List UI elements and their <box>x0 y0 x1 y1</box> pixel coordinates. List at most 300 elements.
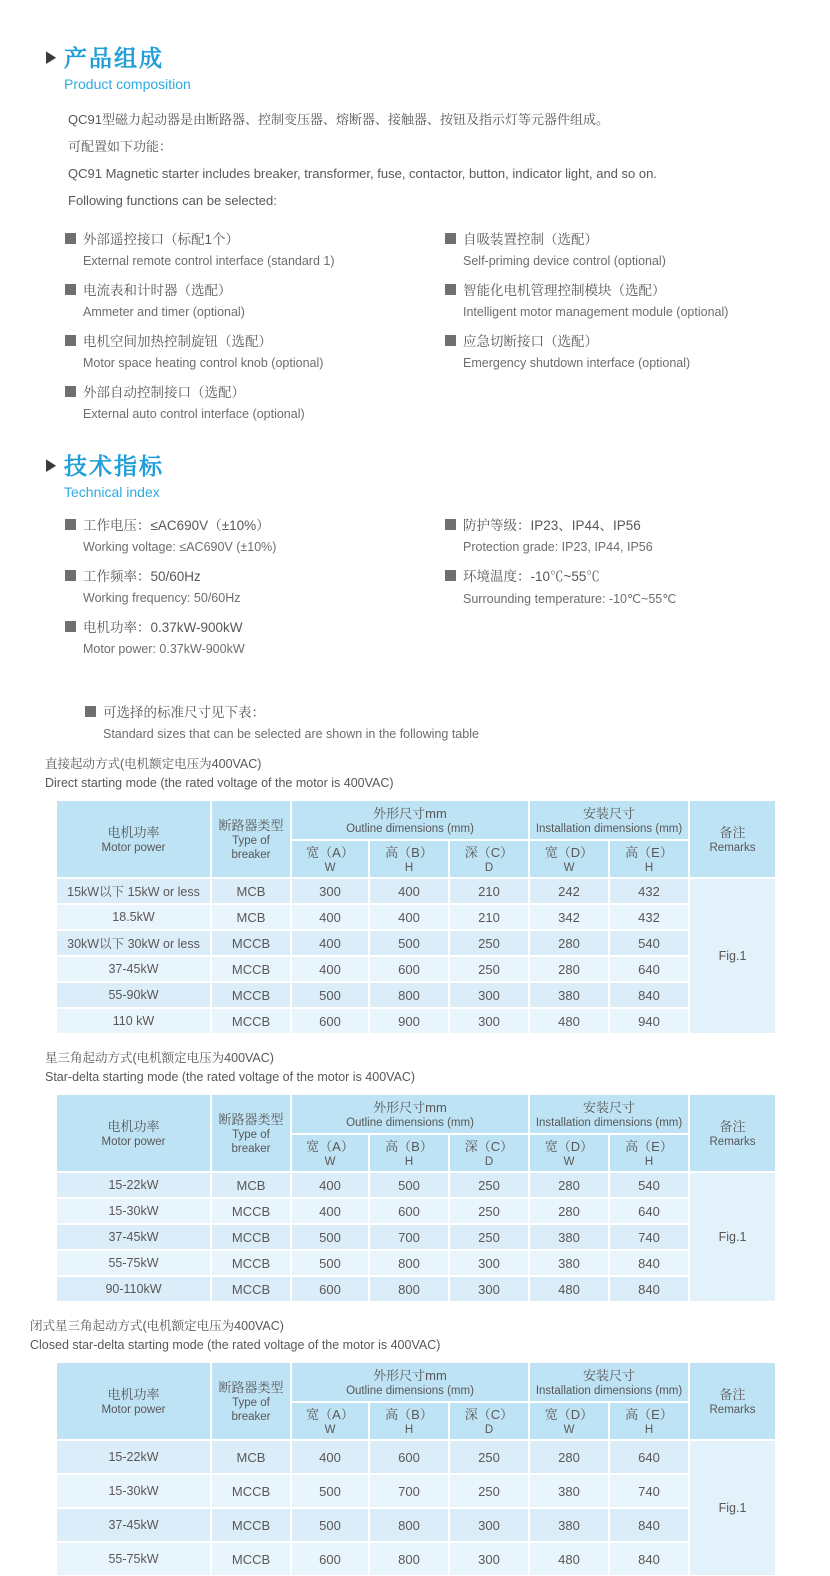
spec-label-cn: 工作频率：50/60Hz <box>83 569 201 584</box>
feature-item <box>65 279 445 319</box>
col-subheader-en: H <box>644 1155 654 1168</box>
col-subheader-en: W <box>324 861 336 874</box>
cell-remark: Fig.1 <box>689 1440 776 1576</box>
feature-label-cn: 自吸装置控制（选配） <box>463 232 598 247</box>
cell-motor-power: 90-110kW <box>56 1276 211 1302</box>
table-head <box>56 1362 776 1440</box>
col-subheader-cn: 深（C） <box>464 844 514 860</box>
cell-remark: Fig.1 <box>689 878 776 1034</box>
col-subheader <box>291 1134 369 1172</box>
col-subheader-en: H <box>644 1423 654 1436</box>
cell-dimension: 840 <box>609 1276 689 1302</box>
col-subheader <box>529 840 609 878</box>
cell-breaker-type: MCB <box>211 1440 291 1474</box>
cell-dimension: 840 <box>609 1542 689 1576</box>
table-row <box>56 1250 776 1276</box>
cell-motor-power: 55-90kW <box>56 982 211 1008</box>
spec-column-right <box>445 514 830 667</box>
cell-dimension: 280 <box>529 956 609 982</box>
dimensions-table <box>55 1361 777 1576</box>
col-subheader <box>609 840 689 878</box>
cell-motor-power: 55-75kW <box>56 1542 211 1576</box>
cell-motor-power: 37-45kW <box>56 1508 211 1542</box>
intro-paragraph: 可配置如下功能： <box>68 139 173 154</box>
col-header-remarks-cn: 备注 <box>719 1118 746 1134</box>
col-subheader-en: H <box>404 861 414 874</box>
feature-label-en: Ammeter and timer (optional) <box>83 305 245 319</box>
cell-dimension: 280 <box>529 1440 609 1474</box>
col-header-motor-power <box>56 800 211 878</box>
cell-dimension: 432 <box>609 904 689 930</box>
cell-breaker-type: MCCB <box>211 1276 291 1302</box>
col-subheader-cn: 宽（D） <box>544 1138 594 1154</box>
intro-paragraphs <box>68 106 830 214</box>
cell-dimension: 400 <box>291 956 369 982</box>
col-header-breaker-type-en: Type of breaker <box>231 1396 271 1423</box>
cell-dimension: 480 <box>529 1276 609 1302</box>
col-subheader-cn: 宽（A） <box>306 1138 354 1154</box>
col-header-remarks-en: Remarks <box>709 1403 756 1416</box>
cell-motor-power: 37-45kW <box>56 956 211 982</box>
feature-label-cn: 应急切断接口（选配） <box>463 334 598 349</box>
feature-row-cn <box>65 381 445 401</box>
cell-dimension: 400 <box>291 1198 369 1224</box>
cell-dimension: 300 <box>449 1250 529 1276</box>
col-subheader <box>291 840 369 878</box>
table-row <box>56 1198 776 1224</box>
cell-motor-power: 15-30kW <box>56 1198 211 1224</box>
spec-item <box>65 616 445 656</box>
cell-dimension: 540 <box>609 930 689 956</box>
feature-row-cn <box>445 279 830 299</box>
header-row-groups <box>56 1094 776 1134</box>
col-subheader <box>449 1134 529 1172</box>
section-arrow-icon: ▶ <box>46 47 56 66</box>
col-subheader <box>449 840 529 878</box>
col-header-remarks-cn: 备注 <box>719 1386 746 1402</box>
feature-column-left <box>65 228 445 432</box>
intro-paragraph: QC91型磁力起动器是由断路器、控制变压器、熔断器、接触器、按钮及指示灯等元器件组成。 <box>68 112 609 127</box>
cell-dimension: 300 <box>449 1008 529 1034</box>
col-subheader-en: H <box>644 861 654 874</box>
section-heading <box>46 448 830 481</box>
col-subheader <box>369 1402 449 1440</box>
cell-dimension: 600 <box>291 1008 369 1034</box>
cell-dimension: 300 <box>449 1276 529 1302</box>
table-row <box>56 1542 776 1576</box>
col-header-remarks-en: Remarks <box>709 1135 756 1148</box>
cell-dimension: 380 <box>529 982 609 1008</box>
feature-label-cn: 电流表和计时器（选配） <box>83 283 232 298</box>
cell-breaker-type: MCCB <box>211 1008 291 1034</box>
dimensions-table <box>55 1093 777 1303</box>
col-header-installation-dimensions-cn: 安装尺寸 <box>583 1367 636 1383</box>
table-head <box>56 800 776 878</box>
cell-dimension: 600 <box>369 956 449 982</box>
feature-label-cn: 外部遥控接口（标配1个） <box>83 232 240 247</box>
spec-item <box>445 565 830 606</box>
cell-motor-power: 15-22kW <box>56 1172 211 1198</box>
spec-label-en: Working frequency: 50/60Hz <box>83 591 241 605</box>
table-row <box>56 930 776 956</box>
feature-item <box>445 228 830 268</box>
col-header-outline-dimensions-cn: 外形尺寸mm <box>373 805 447 821</box>
header-row-groups <box>56 1362 776 1402</box>
col-subheader-en: W <box>563 861 575 874</box>
col-subheader <box>529 1402 609 1440</box>
spec-label-cn: 工作电压：≤AC690V（±10%） <box>83 518 270 533</box>
cell-dimension: 300 <box>449 1542 529 1576</box>
cell-breaker-type: MCCB <box>211 1542 291 1576</box>
feature-item <box>65 381 445 421</box>
cell-dimension: 500 <box>291 1474 369 1508</box>
col-header-breaker-type <box>211 1362 291 1440</box>
bullet-square-icon <box>445 233 456 244</box>
cell-dimension: 250 <box>449 1198 529 1224</box>
size-table-block-2 <box>45 1049 775 1303</box>
col-header-remarks-cn: 备注 <box>719 824 746 840</box>
cell-motor-power: 15kW以下 15kW or less <box>56 878 211 904</box>
cell-dimension: 700 <box>369 1224 449 1250</box>
col-header-motor-power-en: Motor power <box>101 1135 166 1148</box>
table-head <box>56 1094 776 1172</box>
cell-breaker-type: MCCB <box>211 1250 291 1276</box>
cell-dimension: 280 <box>529 1172 609 1198</box>
bullet-square-icon <box>445 519 456 530</box>
cell-dimension: 242 <box>529 878 609 904</box>
col-subheader-cn: 深（C） <box>464 1138 514 1154</box>
col-header-outline-dimensions <box>291 1094 529 1134</box>
cell-dimension: 640 <box>609 1440 689 1474</box>
feature-label-cn: 外部自动控制接口（选配） <box>83 385 245 400</box>
col-subheader-en: W <box>563 1423 575 1436</box>
cell-dimension: 640 <box>609 956 689 982</box>
size-tables <box>30 755 775 1576</box>
col-header-motor-power <box>56 1094 211 1172</box>
col-header-motor-power-cn: 电机功率 <box>107 1386 160 1402</box>
cell-dimension: 740 <box>609 1224 689 1250</box>
col-subheader-en: W <box>563 1155 575 1168</box>
cell-dimension: 500 <box>369 930 449 956</box>
table-row <box>56 878 776 904</box>
bullet-square-icon <box>445 284 456 295</box>
table-caption <box>45 755 775 793</box>
cell-dimension: 740 <box>609 1474 689 1508</box>
cell-remark: Fig.1 <box>689 1172 776 1302</box>
cell-dimension: 600 <box>291 1542 369 1576</box>
col-header-installation-dimensions-en: Installation dimensions (mm) <box>535 1384 683 1397</box>
col-header-remarks <box>689 1362 776 1440</box>
col-header-motor-power-en: Motor power <box>101 841 166 854</box>
col-header-outline-dimensions-cn: 外形尺寸mm <box>373 1099 447 1115</box>
intro-paragraph: QC91 Magnetic starter includes breaker, transformer, fuse, contactor, button, indicator light, and so on. <box>68 166 657 181</box>
spec-label-cn: 环境温度：-10℃~55℃ <box>463 569 600 584</box>
cell-dimension: 400 <box>291 1172 369 1198</box>
cell-dimension: 250 <box>449 1440 529 1474</box>
cell-dimension: 500 <box>291 1508 369 1542</box>
feature-row-cn <box>65 330 445 350</box>
cell-dimension: 400 <box>369 878 449 904</box>
cell-dimension: 480 <box>529 1008 609 1034</box>
section-product-composition <box>0 40 830 432</box>
col-subheader-cn: 高（B） <box>385 1406 433 1422</box>
table-row <box>56 1474 776 1508</box>
cell-breaker-type: MCB <box>211 904 291 930</box>
cell-dimension: 600 <box>369 1198 449 1224</box>
cell-dimension: 500 <box>291 982 369 1008</box>
col-header-motor-power-cn: 电机功率 <box>107 824 160 840</box>
bullet-square-icon <box>65 621 76 632</box>
cell-dimension: 640 <box>609 1198 689 1224</box>
section-title-cn: 产品组成 <box>64 45 164 71</box>
table-row <box>56 1276 776 1302</box>
feature-item <box>445 279 830 319</box>
feature-row-cn <box>445 330 830 350</box>
cell-breaker-type: MCCB <box>211 956 291 982</box>
cell-dimension: 600 <box>291 1276 369 1302</box>
table-row <box>56 904 776 930</box>
col-subheader-en: W <box>324 1155 336 1168</box>
cell-dimension: 250 <box>449 930 529 956</box>
cell-breaker-type: MCCB <box>211 1198 291 1224</box>
cell-dimension: 800 <box>369 1250 449 1276</box>
cell-dimension: 500 <box>369 1172 449 1198</box>
cell-dimension: 480 <box>529 1542 609 1576</box>
col-subheader-cn: 高（E） <box>625 844 673 860</box>
dimensions-table <box>55 799 777 1035</box>
cell-dimension: 840 <box>609 982 689 1008</box>
spec-row-cn <box>445 514 830 534</box>
col-header-remarks <box>689 1094 776 1172</box>
cell-dimension: 540 <box>609 1172 689 1198</box>
cell-dimension: 400 <box>291 1440 369 1474</box>
bullet-square-icon <box>65 386 76 397</box>
cell-dimension: 840 <box>609 1508 689 1542</box>
table-row <box>56 1172 776 1198</box>
cell-motor-power: 55-75kW <box>56 1250 211 1276</box>
cell-dimension: 300 <box>449 1508 529 1542</box>
cell-breaker-type: MCCB <box>211 1474 291 1508</box>
feature-label-en: Motor space heating control knob (optional) <box>83 356 324 370</box>
table-caption-en: Closed star-delta starting mode (the rated voltage of the motor is 400VAC) <box>30 1338 441 1352</box>
standard-sizes-note-cn-row <box>85 701 830 721</box>
cell-dimension: 400 <box>369 904 449 930</box>
col-subheader-cn: 深（C） <box>464 1406 514 1422</box>
col-subheader-cn: 高（E） <box>625 1406 673 1422</box>
cell-dimension: 380 <box>529 1508 609 1542</box>
col-header-installation-dimensions-en: Installation dimensions (mm) <box>535 822 683 835</box>
cell-dimension: 210 <box>449 878 529 904</box>
bullet-square-icon <box>85 706 96 717</box>
col-subheader <box>529 1134 609 1172</box>
col-header-remarks-en: Remarks <box>709 841 756 854</box>
bullet-square-icon <box>65 233 76 244</box>
cell-breaker-type: MCCB <box>211 930 291 956</box>
bullet-square-icon <box>445 570 456 581</box>
cell-motor-power: 18.5kW <box>56 904 211 930</box>
cell-dimension: 400 <box>291 904 369 930</box>
col-subheader-en: D <box>484 861 494 874</box>
spec-list <box>65 514 830 667</box>
feature-row-cn <box>445 228 830 248</box>
size-table-block-1 <box>45 755 775 1035</box>
spec-label-cn: 电机功率：0.37kW-900kW <box>83 620 243 635</box>
col-header-breaker-type-cn: 断路器类型 <box>218 817 284 833</box>
cell-dimension: 940 <box>609 1008 689 1034</box>
col-header-motor-power <box>56 1362 211 1440</box>
section-title-en: Technical index <box>64 484 160 500</box>
cell-dimension: 380 <box>529 1224 609 1250</box>
feature-item <box>65 330 445 370</box>
spec-item <box>65 514 445 554</box>
feature-label-en: Self-priming device control (optional) <box>463 254 666 268</box>
cell-dimension: 250 <box>449 1172 529 1198</box>
col-header-outline-dimensions-en: Outline dimensions (mm) <box>346 1116 474 1129</box>
cell-breaker-type: MCCB <box>211 982 291 1008</box>
table-body <box>56 878 776 1034</box>
cell-breaker-type: MCCB <box>211 1224 291 1250</box>
col-subheader-cn: 宽（A） <box>306 1406 354 1422</box>
cell-dimension: 432 <box>609 878 689 904</box>
cell-motor-power: 30kW以下 30kW or less <box>56 930 211 956</box>
col-header-breaker-type-en: Type of breaker <box>231 834 271 861</box>
col-header-outline-dimensions-en: Outline dimensions (mm) <box>346 1384 474 1397</box>
section-title-en: Product composition <box>64 76 191 92</box>
table-row <box>56 982 776 1008</box>
feature-item <box>65 228 445 268</box>
cell-dimension: 800 <box>369 1508 449 1542</box>
cell-dimension: 210 <box>449 904 529 930</box>
spec-label-en: Protection grade: IP23, IP44, IP56 <box>463 540 653 554</box>
table-row <box>56 1440 776 1474</box>
table-body <box>56 1172 776 1302</box>
standard-sizes-note-cn: 可选择的标准尺寸见下表： <box>103 705 265 720</box>
cell-dimension: 700 <box>369 1474 449 1508</box>
cell-motor-power: 37-45kW <box>56 1224 211 1250</box>
bullet-square-icon <box>445 335 456 346</box>
table-row <box>56 1224 776 1250</box>
col-subheader-cn: 高（B） <box>385 844 433 860</box>
spec-label-cn: 防护等级：IP23、IP44、IP56 <box>463 518 641 533</box>
spec-item <box>65 565 445 605</box>
table-caption-cn: 直接起动方式(电机额定电压为400VAC) <box>45 757 262 771</box>
col-header-installation-dimensions-cn: 安装尺寸 <box>583 1099 636 1115</box>
feature-row-cn <box>65 228 445 248</box>
section-heading <box>46 40 830 73</box>
spec-label-en: Motor power: 0.37kW-900kW <box>83 642 245 656</box>
col-subheader-en: D <box>484 1155 494 1168</box>
cell-motor-power: 110 kW <box>56 1008 211 1034</box>
spec-column-left <box>65 514 445 667</box>
spec-item <box>445 514 830 554</box>
section-title-cn: 技术指标 <box>64 453 164 479</box>
col-header-installation-dimensions-cn: 安装尺寸 <box>583 805 636 821</box>
col-header-breaker-type <box>211 800 291 878</box>
feature-list <box>65 228 830 432</box>
standard-sizes-note <box>85 701 830 741</box>
col-subheader-cn: 宽（A） <box>306 844 354 860</box>
feature-label-en: External remote control interface (standard 1) <box>83 254 335 268</box>
feature-label-cn: 智能化电机管理控制模块（选配） <box>463 283 666 298</box>
feature-row-cn <box>65 279 445 299</box>
col-header-breaker-type-en: Type of breaker <box>231 1128 271 1155</box>
standard-sizes-note-en: Standard sizes that can be selected are shown in the following table <box>103 727 479 741</box>
feature-label-en: External auto control interface (optional) <box>83 407 305 421</box>
table-row <box>56 956 776 982</box>
col-header-outline-dimensions <box>291 800 529 840</box>
cell-dimension: 342 <box>529 904 609 930</box>
cell-breaker-type: MCCB <box>211 1508 291 1542</box>
col-header-breaker-type-cn: 断路器类型 <box>218 1111 284 1127</box>
cell-dimension: 400 <box>291 930 369 956</box>
spec-row-cn <box>445 565 830 585</box>
spec-label-en: Working voltage: ≤AC690V (±10%) <box>83 540 277 554</box>
cell-dimension: 280 <box>529 930 609 956</box>
feature-label-en: Emergency shutdown interface (optional) <box>463 356 691 370</box>
spec-label-en: Surrounding temperature: -10℃~55℃ <box>463 592 677 606</box>
feature-item <box>445 330 830 370</box>
col-header-installation-dimensions <box>529 800 689 840</box>
cell-dimension: 840 <box>609 1250 689 1276</box>
table-caption-en: Star-delta starting mode (the rated voltage of the motor is 400VAC) <box>45 1070 416 1084</box>
col-header-installation-dimensions <box>529 1362 689 1402</box>
spec-row-cn <box>65 616 445 636</box>
table-caption-en: Direct starting mode (the rated voltage of the motor is 400VAC) <box>45 776 394 790</box>
col-subheader-en: D <box>484 1423 494 1436</box>
section-technical-index <box>0 448 830 667</box>
col-subheader-cn: 宽（D） <box>544 844 594 860</box>
section-arrow-icon: ▶ <box>46 455 56 474</box>
table-row <box>56 1008 776 1034</box>
col-subheader-cn: 高（B） <box>385 1138 433 1154</box>
cell-dimension: 300 <box>291 878 369 904</box>
bullet-square-icon <box>65 519 76 530</box>
col-header-outline-dimensions-cn: 外形尺寸mm <box>373 1367 447 1383</box>
col-subheader-en: H <box>404 1423 414 1436</box>
col-header-remarks <box>689 800 776 878</box>
col-subheader-cn: 宽（D） <box>544 1406 594 1422</box>
size-table-block-3 <box>30 1317 775 1576</box>
cell-dimension: 800 <box>369 982 449 1008</box>
col-subheader <box>369 1134 449 1172</box>
col-subheader <box>449 1402 529 1440</box>
table-caption-cn: 星三角起动方式(电机额定电压为400VAC) <box>45 1051 274 1065</box>
table-row <box>56 1508 776 1542</box>
table-caption <box>45 1049 775 1087</box>
cell-dimension: 280 <box>529 1198 609 1224</box>
cell-dimension: 500 <box>291 1224 369 1250</box>
col-header-breaker-type-cn: 断路器类型 <box>218 1379 284 1395</box>
col-subheader <box>291 1402 369 1440</box>
bullet-square-icon <box>65 284 76 295</box>
cell-dimension: 600 <box>369 1440 449 1474</box>
cell-dimension: 800 <box>369 1276 449 1302</box>
col-subheader <box>609 1402 689 1440</box>
bullet-square-icon <box>65 570 76 581</box>
spec-row-cn <box>65 565 445 585</box>
intro-paragraph: Following functions can be selected: <box>68 193 277 208</box>
col-header-installation-dimensions-en: Installation dimensions (mm) <box>535 1116 683 1129</box>
cell-dimension: 380 <box>529 1250 609 1276</box>
col-header-outline-dimensions <box>291 1362 529 1402</box>
col-subheader-cn: 高（E） <box>625 1138 673 1154</box>
col-subheader-en: H <box>404 1155 414 1168</box>
cell-dimension: 250 <box>449 1224 529 1250</box>
bullet-square-icon <box>65 335 76 346</box>
col-subheader <box>609 1134 689 1172</box>
cell-dimension: 380 <box>529 1474 609 1508</box>
spec-row-cn <box>65 514 445 534</box>
